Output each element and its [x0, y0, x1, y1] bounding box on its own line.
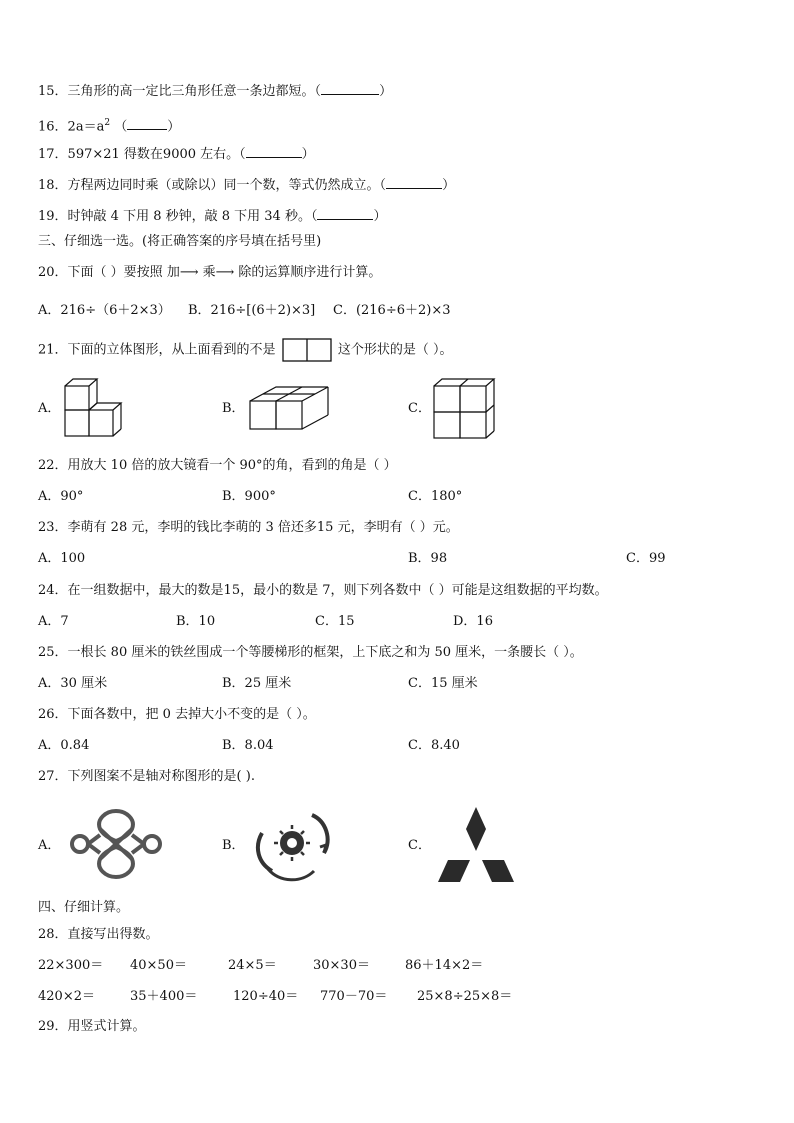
question-text: 用竖式计算。 — [67, 1019, 146, 1034]
question-number: 27． — [38, 769, 68, 784]
question-16 — [38, 114, 180, 136]
section-heading-3: 三、仔细选一选。(将正确答案的序号填在括号里) — [38, 234, 322, 249]
question-text: 李萌有 28 元，李明的钱比李萌的 3 倍还多15 元，李明有（ ）元。 — [67, 520, 459, 535]
cube-figure-a — [63, 378, 129, 438]
question-24 — [38, 582, 608, 600]
answer-blank[interactable] — [317, 207, 373, 220]
calc-item: 86＋14×2＝ — [405, 958, 484, 973]
option-c-label[interactable]: C． — [408, 838, 431, 853]
option-c[interactable]: C．180° — [408, 489, 463, 504]
arrow-icon: ⟶ — [179, 265, 199, 280]
calc-item: 30×30＝ — [313, 958, 370, 973]
option-a[interactable]: A．7 — [38, 614, 69, 629]
answer-blank[interactable] — [386, 176, 442, 189]
question-text: 597×21 得数在9000 左右。（ — [67, 147, 246, 162]
question-20 — [38, 264, 381, 282]
arrow-icon: ⟶ — [215, 265, 235, 280]
question-text: 方程两边同时乘（或除以）同一个数，等式仍然成立。（ — [67, 178, 387, 193]
three-diamond-figure — [436, 805, 516, 885]
question-number: 18． — [38, 178, 68, 193]
option-a[interactable]: A．216÷（6＋2×3） — [38, 303, 171, 318]
paren-close: ） — [379, 84, 393, 99]
question-number: 16． — [38, 119, 68, 135]
question-number: 25． — [38, 645, 68, 660]
cube-figure-c — [432, 378, 498, 440]
option-b[interactable]: B．8.04 — [222, 738, 274, 753]
calc-item: 22×300＝ — [38, 958, 104, 973]
calc-item: 120÷40＝ — [233, 989, 299, 1004]
question-number: 24． — [38, 583, 68, 598]
option-c[interactable]: C．(216÷6＋2)×3 — [333, 303, 451, 318]
calc-item: 420×2＝ — [38, 989, 95, 1004]
question-number: 23． — [38, 520, 68, 535]
option-a[interactable]: A．90° — [38, 489, 84, 504]
question-18 — [38, 176, 455, 195]
question-text-tail: 这个形状的是（ ）。 — [337, 342, 453, 358]
question-27 — [38, 768, 255, 786]
question-text: 2a＝a — [67, 119, 105, 135]
question-text: 用放大 10 倍的放大镜看一个 90°的角，看到的角是（ ） — [67, 458, 397, 473]
calc-item: 25×8÷25×8＝ — [417, 989, 513, 1004]
exponent: 2 — [104, 118, 111, 128]
option-c[interactable]: C．15 厘米 — [408, 676, 478, 691]
question-text: 在一组数据中，最大的数是15，最小的数是 7，则下列各数中（ ）可能是这组数据的平均数。 — [67, 583, 608, 598]
question-number: 22． — [38, 458, 68, 473]
paren-close: ） — [301, 147, 315, 162]
option-b[interactable]: B．10 — [176, 614, 216, 629]
question-number: 19． — [38, 209, 68, 224]
option-c[interactable]: C．99 — [626, 551, 666, 566]
option-b[interactable]: B．900° — [222, 489, 276, 504]
option-a[interactable]: A．0.84 — [38, 738, 90, 753]
question-number: 20． — [38, 265, 68, 280]
option-b[interactable]: B．216÷[(6＋2)×3] — [188, 303, 316, 318]
question-number: 29． — [38, 1019, 68, 1034]
question-text: 下面各数中，把 0 去掉大小不变的是（ ）。 — [67, 707, 316, 722]
option-b[interactable]: B．25 厘米 — [222, 676, 292, 691]
question-23 — [38, 519, 459, 537]
question-text: 下列图案不是轴对称图形的是( ). — [67, 769, 255, 784]
paren-close: ） — [373, 209, 387, 224]
question-21 — [38, 338, 452, 362]
question-text: 直接写出得数。 — [67, 927, 159, 942]
question-number: 28． — [38, 927, 68, 942]
option-a-label[interactable]: A． — [38, 838, 61, 853]
answer-blank[interactable] — [321, 82, 379, 95]
question-number: 15． — [38, 84, 68, 99]
section-heading-4: 四、仔细计算。 — [38, 900, 130, 915]
question-number: 21． — [38, 342, 68, 358]
question-text: 下面（ ）要按照 — [67, 265, 163, 280]
option-b-label[interactable]: B． — [222, 838, 245, 853]
option-c[interactable]: C．8.40 — [408, 738, 460, 753]
calc-item: 24×5＝ — [228, 958, 277, 973]
cube-figure-b — [248, 385, 330, 431]
paren-close: ） — [167, 119, 181, 135]
answer-blank[interactable] — [127, 117, 167, 130]
question-text-tail: 除的运算顺序进行计算。 — [238, 265, 382, 280]
op-multiply: 乘 — [202, 265, 216, 280]
question-29 — [38, 1018, 146, 1036]
op-add: 加 — [166, 265, 180, 280]
option-c[interactable]: C．15 — [315, 614, 355, 629]
question-text: 三角形的高一定比三角形任意一条边都短。（ — [67, 84, 322, 99]
top-view-shape — [282, 338, 332, 362]
question-text: 时钟敲 4 下用 8 秒钟，敲 8 下用 34 秒。（ — [67, 209, 318, 224]
option-b-label[interactable]: B． — [222, 401, 245, 416]
paren-close: ） — [442, 178, 456, 193]
paren-open: （ — [114, 119, 128, 135]
question-22 — [38, 457, 397, 475]
sun-swirl-figure — [250, 805, 336, 885]
option-a[interactable]: A．100 — [38, 551, 86, 566]
calc-item: 40×50＝ — [130, 958, 187, 973]
question-25 — [38, 644, 583, 662]
question-26 — [38, 706, 316, 724]
option-a-label[interactable]: A． — [38, 401, 61, 416]
question-28 — [38, 926, 159, 944]
calc-item: 770－70＝ — [320, 989, 388, 1004]
calc-item: 35＋400＝ — [130, 989, 198, 1004]
option-d[interactable]: D．16 — [453, 614, 493, 629]
option-a[interactable]: A．30 厘米 — [38, 676, 108, 691]
knot-pattern-figure — [66, 805, 166, 883]
option-b[interactable]: B．98 — [408, 551, 448, 566]
question-number: 26． — [38, 707, 68, 722]
question-15 — [38, 82, 392, 101]
option-c-label[interactable]: C． — [408, 401, 431, 416]
answer-blank[interactable] — [246, 145, 302, 158]
question-19 — [38, 207, 386, 226]
question-text: 下面的立体图形，从上面看到的不是 — [67, 342, 276, 358]
question-17 — [38, 145, 315, 164]
question-text: 一根长 80 厘米的铁丝围成一个等腰梯形的框架，上下底之和为 50 厘米，一条腰长（ ）。 — [67, 645, 583, 660]
question-number: 17． — [38, 147, 68, 162]
